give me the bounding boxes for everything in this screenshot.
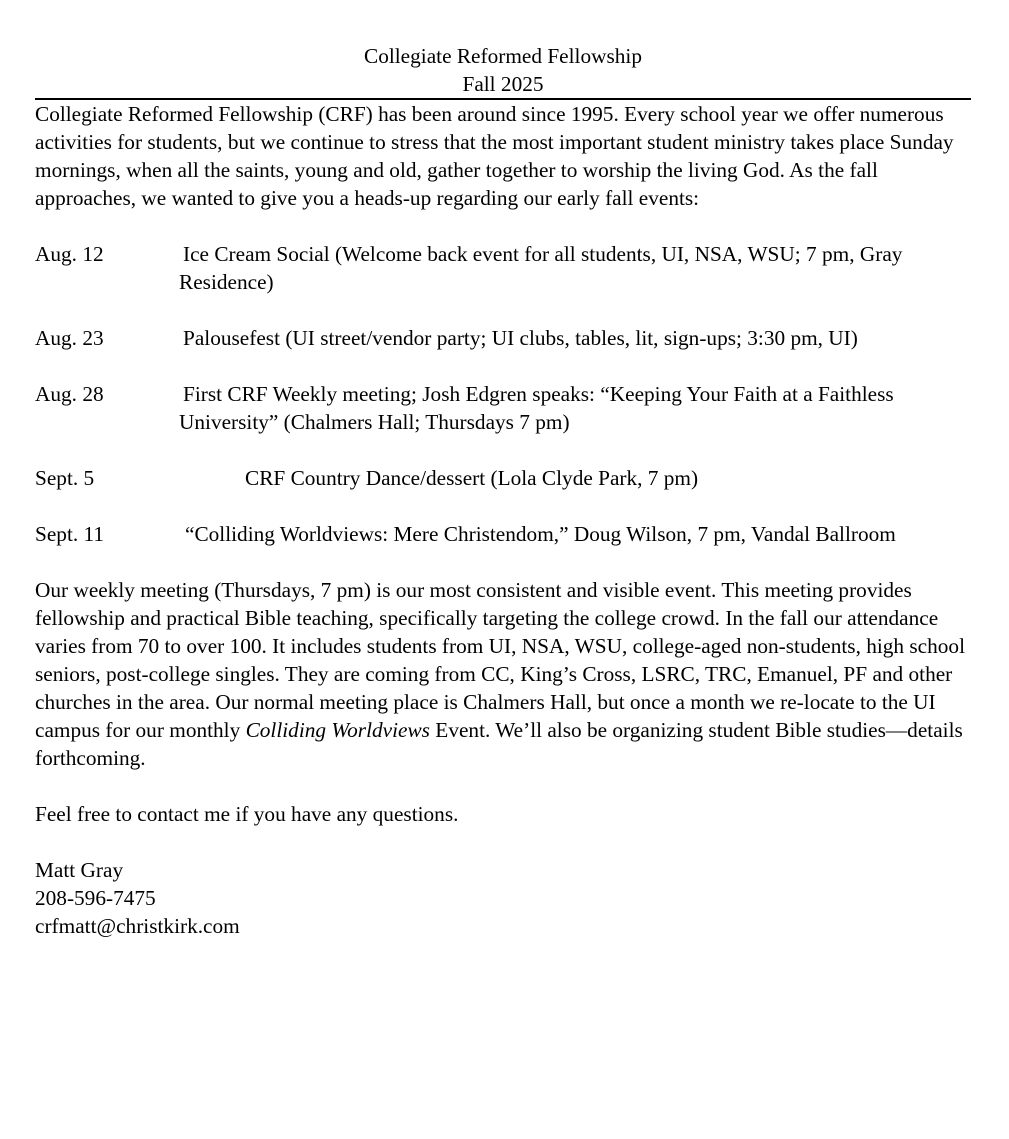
event-description: Palousefest (UI street/vendor party; UI clubs, tables, lit, sign-ups; 3:30 pm, UI): [183, 326, 858, 350]
event-description: Ice Cream Social (Welcome back event for all students, UI, NSA, WSU; 7 pm, Gray Residence): [179, 242, 903, 294]
weekly-text-end: Event. We’ll also be organizing student Bible studies—details forthcoming.: [35, 718, 963, 770]
contact-name: Matt Gray: [35, 858, 124, 882]
weekly-meeting-paragraph: [35, 576, 971, 772]
document-title: Collegiate Reformed Fellowship: [364, 44, 642, 68]
event-item: [35, 464, 971, 492]
event-item: [35, 324, 971, 352]
document-page: [35, 42, 971, 940]
event-description: CRF Country Dance/dessert (Lola Clyde Park, 7 pm): [245, 466, 699, 490]
event-item: [35, 380, 971, 436]
event-date: Aug. 28: [35, 382, 104, 406]
contact-phone: 208-596-7475: [35, 886, 156, 910]
closing-paragraph: Feel free to contact me if you have any questions.: [35, 802, 459, 826]
intro-paragraph: Collegiate Reformed Fellowship (CRF) has been around since 1995. Every school year we offer numerous activities for students, but we continue to stress that the most important student ministry takes place Sunday mornings, when all the saints, young and old, gather together to worship the living God. As the fall approaches, we wanted to give you a heads-up regarding our early fall events:: [35, 102, 954, 210]
document-subtitle: Fall 2025: [462, 72, 544, 96]
event-date: Aug. 23: [35, 326, 104, 350]
contact-block: [35, 856, 971, 940]
event-description: “Colliding Worldviews: Mere Christendom,” Doug Wilson, 7 pm, Vandal Ballroom: [185, 522, 896, 546]
event-date: Aug. 12: [35, 242, 104, 266]
event-date: Sept. 5: [35, 466, 95, 490]
events-list: [35, 240, 971, 548]
colliding-worldviews-title: Colliding Worldviews: [245, 718, 430, 742]
document-header: [35, 42, 971, 98]
event-item: [35, 240, 971, 296]
event-description: First CRF Weekly meeting; Josh Edgren speaks: “Keeping Your Faith at a Faithless University” (Chalmers Hall; Thursdays 7 pm): [179, 382, 894, 434]
contact-email: crfmatt@christkirk.com: [35, 914, 240, 938]
weekly-text-start: Our weekly meeting (Thursdays, 7 pm) is our most consistent and visible event. This meeting provides fellowship and practical Bible teaching, specifically targeting the college crowd. In the fall our attendance varies from 70 to over 100. It includes students from UI, NSA, WSU, college-aged non-students, high school seniors, post-college singles. They are coming from CC, King’s Cross, LSRC, TRC, Emanuel, PF and other churches in the area. Our normal meeting place is Chalmers Hall, but once a month we re-locate to the UI campus for our monthly: [35, 578, 966, 742]
event-date: Sept. 11: [35, 522, 105, 546]
event-item: [35, 520, 971, 548]
